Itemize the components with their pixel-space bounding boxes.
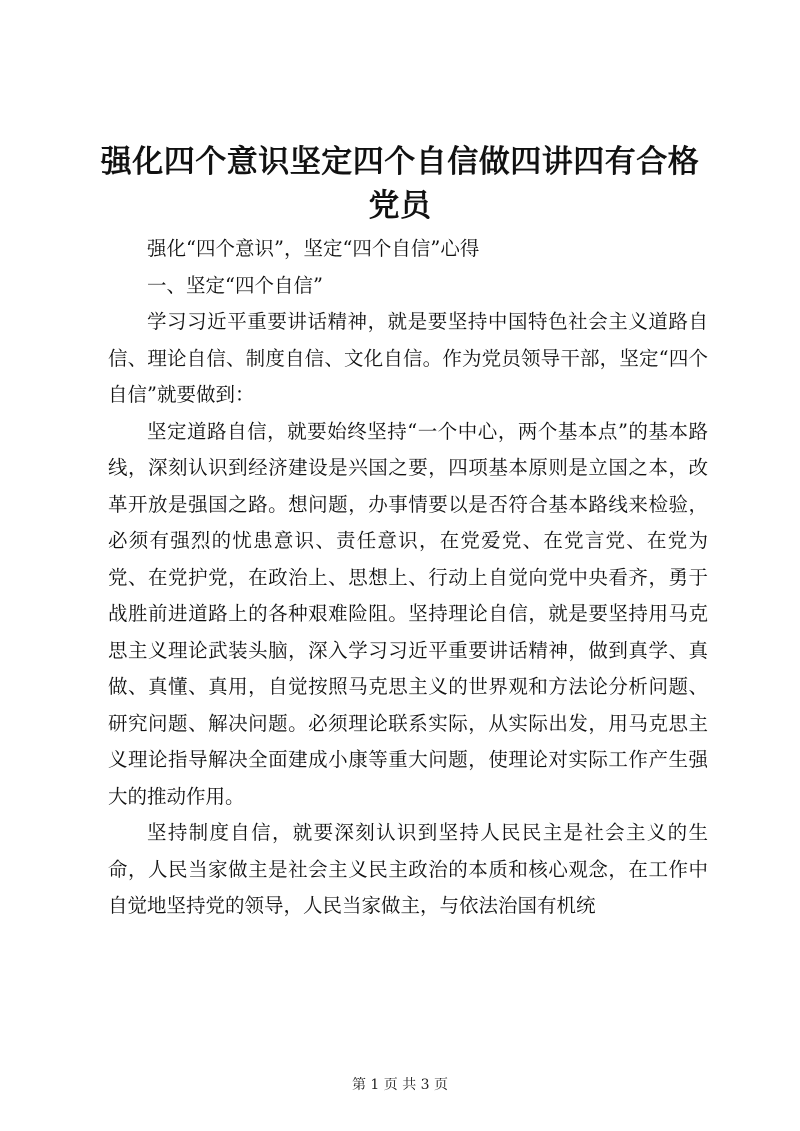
body-paragraph: 坚持制度自信，就要深刻认识到坚持人民民主是社会主义的生命，人民当家做主是社会主义民主政治的本质和核心观念，在工作中自觉地坚持党的领导，人民当家做主，与依法治国有机统 — [108, 821, 708, 917]
body-paragraph: 学习习近平重要讲话精神，就是要坚持中国特色社会主义道路自信、理论自信、制度自信、文化自信。作为党员领导干部，坚定“四个自信”就要做到： — [108, 310, 708, 406]
page-number-footer: 第 1 页 共 3 页 — [351, 1077, 449, 1093]
document-body — [108, 231, 708, 925]
document-title: 强化四个意识坚定四个自信做四讲四有合格党员 — [100, 144, 700, 224]
subtitle-paragraph: 强化“四个意识”，坚定“四个自信”心得 — [147, 237, 480, 260]
section-heading: 一、坚定“四个自信” — [147, 273, 323, 297]
body-paragraph: 坚定道路自信，就要始终坚持“一个中心，两个基本点”的基本路线，深刻认识到经济建设是兴国之要，四项基本原则是立国之本，改革开放是强国之路。想问题，办事情要以是否符合基本路线来检验，必须有强烈的忧患意识、责任意识，在党爱党、在党言党、在党为党、在党护党，在政治上、思想上、行动上自觉向党中央看齐，勇于战胜前进道路上的各种艰难险阻。坚持理论自信，就是要坚持用马克思主义理论武装头脑，深入学习习近平重要讲话精神，做到真学、真做、真懂、真用，自觉按照马克思主义的世界观和方法论分析问题、研究问题、解决问题。必须理论联系实际，从实际出发，用马克思主义理论指导解决全面建成小康等重大问题，使理论对实际工作产生强大的推动作用。 — [108, 419, 708, 808]
